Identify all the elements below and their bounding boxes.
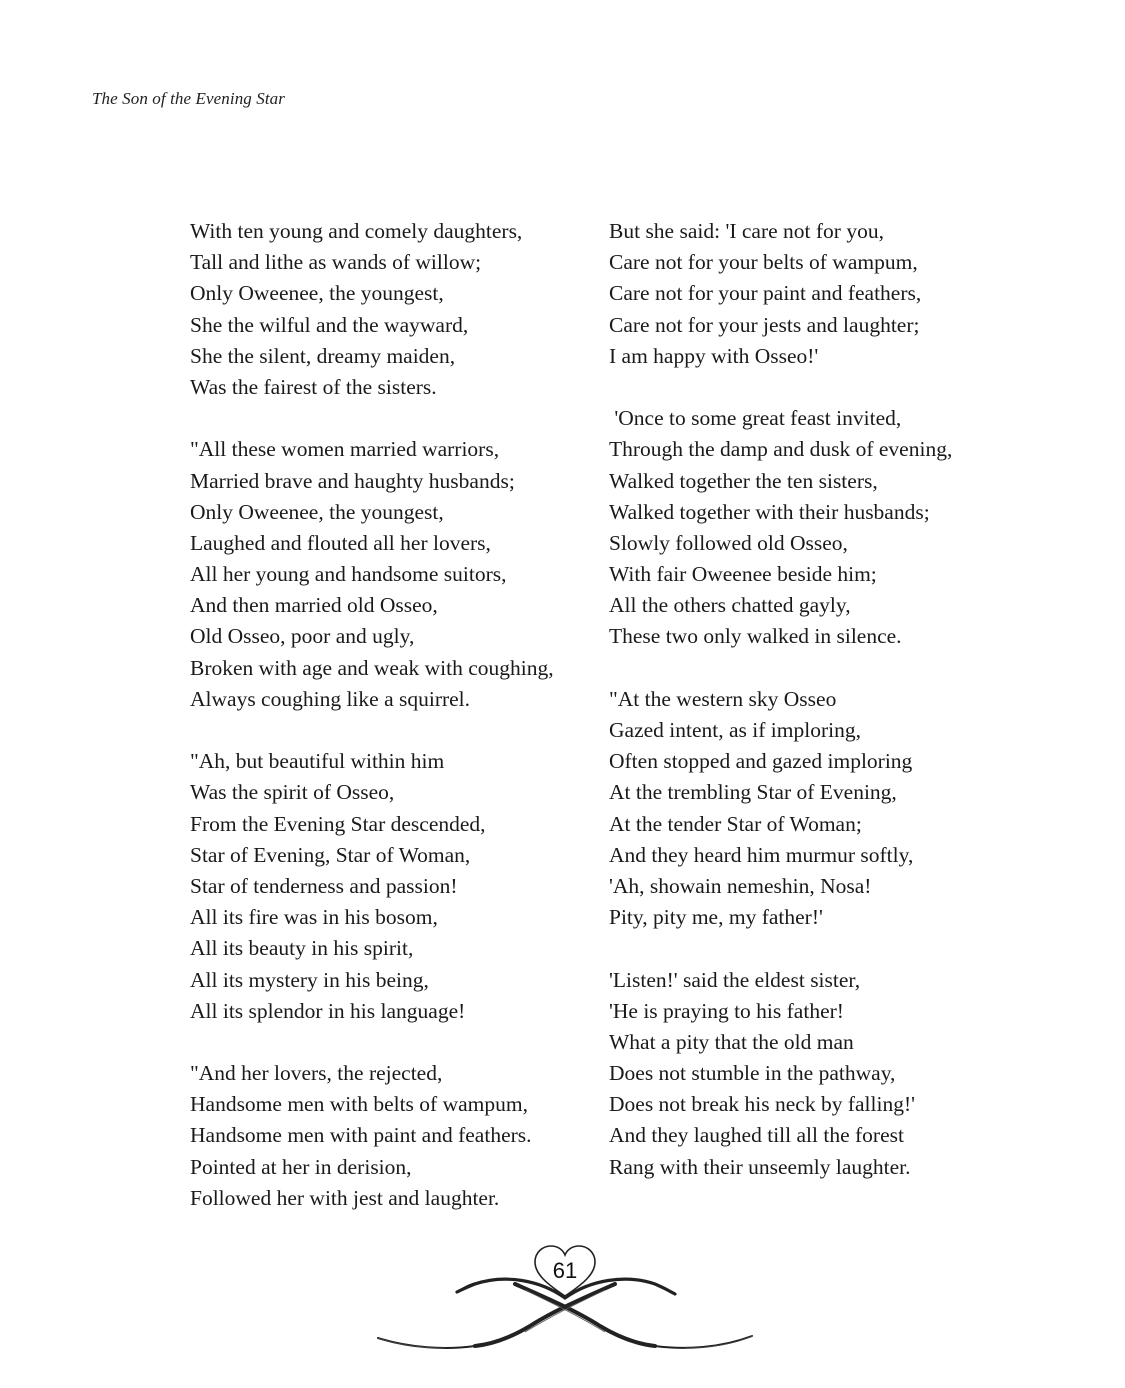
poem-line: All its fire was in his bosom, — [190, 905, 438, 930]
poem-line: Pointed at her in derision, — [190, 1154, 412, 1179]
poem-line: Was the fairest of the sisters. — [190, 374, 437, 399]
poem-line: Gazed intent, as if imploring, — [609, 718, 861, 742]
poem-line: Only Oweenee, the youngest, — [190, 499, 444, 524]
poem-line: With ten young and comely daughters, — [190, 219, 523, 243]
poem-line: Handsome men with belts of wampum, — [190, 1092, 528, 1117]
poem-line: 'He is praying to his father! — [609, 998, 844, 1023]
poem-line: She the wilful and the wayward, — [190, 312, 469, 337]
poem-line: Care not for your jests and laughter; — [609, 312, 920, 337]
poem-line: Tall and lithe as wands of willow; — [190, 250, 482, 275]
stanza — [190, 216, 610, 403]
poem-line: From the Evening Star descended, — [190, 811, 486, 836]
poem-line: Old Osseo, poor and ugly, — [190, 624, 415, 649]
poem-line: I am happy with Osseo!' — [609, 343, 819, 368]
stanza — [609, 684, 1029, 934]
poem-line: Care not for your paint and feathers, — [609, 281, 922, 306]
poem-line: And they laughed till all the forest — [609, 1123, 904, 1148]
poem-line: Does not break his neck by falling!' — [609, 1092, 915, 1117]
poem-line: All its splendor in his language! — [190, 998, 466, 1023]
poem-line: "Ah, but beautiful within him — [190, 749, 445, 774]
poem-line: And then married old Osseo, — [190, 593, 438, 618]
stanza — [190, 434, 610, 715]
stanza — [609, 216, 1029, 372]
poem-line: "And her lovers, the rejected, — [190, 1061, 443, 1086]
poem-line: Star of Evening, Star of Woman, — [190, 842, 471, 867]
poem-line: 'Listen!' said the eldest sister, — [609, 967, 861, 992]
stanza — [190, 746, 610, 1027]
poem-line: All the others chatted gayly, — [609, 593, 851, 618]
poem-line: Married brave and haughty husbands; — [190, 468, 515, 493]
poem-line: Laughed and flouted all her lovers, — [190, 530, 491, 555]
poem-line: And they heard him murmur softly, — [609, 842, 914, 867]
poem-line: What a pity that the old man — [609, 1029, 854, 1054]
page-number: 61 — [552, 1258, 578, 1283]
poem-line: Rang with their unseemly laughter. — [609, 1154, 911, 1179]
poem-line: Only Oweenee, the youngest, — [190, 281, 444, 306]
poem-line: Slowly followed old Osseo, — [609, 530, 848, 555]
poem-line: All its mystery in his being, — [190, 967, 429, 992]
left-column — [190, 216, 610, 1245]
poem-line: Followed her with jest and laughter. — [190, 1185, 500, 1210]
poem-line: All its beauty in his spirit, — [190, 936, 414, 961]
poem-line: Often stopped and gazed imploring — [609, 749, 913, 774]
poem-line: All her young and handsome suitors, — [190, 562, 507, 587]
poem-line: Star of tenderness and passion! — [190, 873, 458, 898]
running-header: The Son of the Evening Star — [92, 89, 285, 108]
stanza — [190, 1058, 610, 1214]
poem-line: Handsome men with paint and feathers. — [190, 1123, 532, 1148]
poem-line: But she said: 'I care not for you, — [609, 219, 884, 243]
poem-line: 'Once to some great feast invited, — [609, 406, 902, 431]
poem-line: "All these women married warriors, — [190, 437, 500, 462]
stanza — [609, 965, 1029, 1183]
poem-line: Always coughing like a squirrel. — [190, 686, 471, 711]
poem-line: Through the damp and dusk of evening, — [609, 437, 953, 462]
right-column — [609, 216, 1029, 1214]
poem-line: Care not for your belts of wampum, — [609, 250, 918, 275]
poem-line: Broken with age and weak with coughing, — [190, 655, 554, 680]
poem-line: Was the spirit of Osseo, — [190, 780, 395, 805]
poem-line: Pity, pity me, my father!' — [609, 905, 823, 930]
poem-line: 'Ah, showain nemeshin, Nosa! — [609, 873, 872, 898]
poem-line: She the silent, dreamy maiden, — [190, 343, 456, 368]
poem-line: Walked together with their husbands; — [609, 499, 930, 524]
poem-line: These two only walked in silence. — [609, 624, 902, 649]
page-footer — [375, 1240, 755, 1360]
poem-line: At the trembling Star of Evening, — [609, 780, 897, 805]
stanza — [609, 403, 1029, 653]
poem-line: With fair Oweenee beside him; — [609, 562, 877, 587]
poem-line: Walked together the ten sisters, — [609, 468, 878, 493]
poem-line: "At the western sky Osseo — [609, 686, 837, 711]
poem-line: At the tender Star of Woman; — [609, 811, 862, 836]
poem-line: Does not stumble in the pathway, — [609, 1061, 896, 1086]
